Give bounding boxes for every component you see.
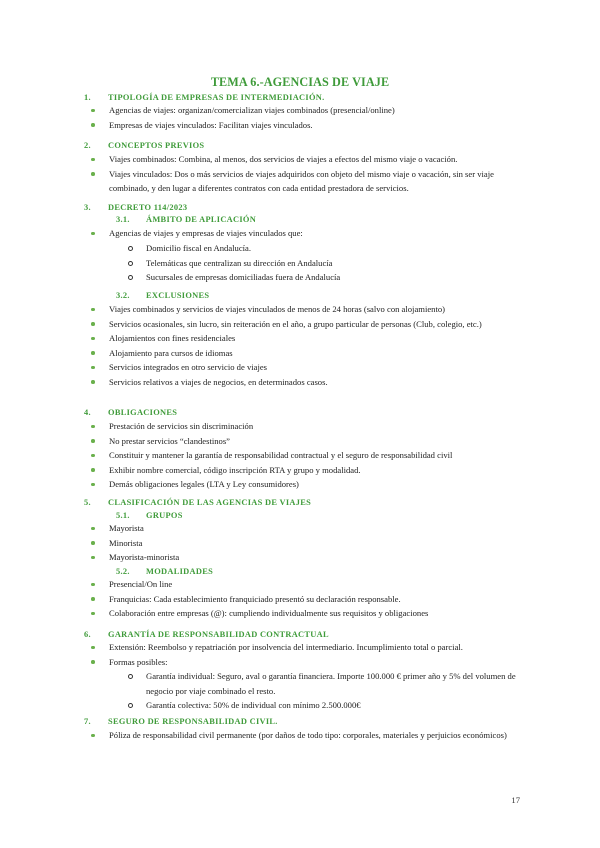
section-heading: 1. TIPOLOGÍA DE EMPRESAS DE INTERMEDIACIÓN.	[84, 93, 325, 102]
page-title: TEMA 6.-AGENCIAS DE VIAJE	[210, 75, 390, 89]
list-item: Sucursales de empresas domiciliadas fuera de Andalucía	[128, 270, 538, 285]
bullet-list	[90, 521, 530, 565]
subsection-heading: 5.1. GRUPOS	[116, 511, 183, 520]
list-item: Minorista	[90, 536, 530, 551]
list-item: No prestar servicios “clandestinos”	[90, 434, 530, 449]
list-item: Servicios integrados en otro servicio de viajes	[90, 360, 530, 375]
bullet-list	[90, 302, 530, 389]
list-item: Garantía individual: Seguro, aval o garantía financiera. Importe 100.000 € primer año y 5% del volumen de negocio por viaje combinado el resto.	[128, 669, 538, 698]
section-heading: 7. SEGURO DE RESPONSABILIDAD CIVIL.	[84, 717, 278, 726]
page-number: 17	[511, 795, 520, 805]
subsection-heading: 3.2. EXCLUSIONES	[116, 291, 210, 300]
list-item: Servicios ocasionales, sin lucro, sin reiteración en el año, a grupo particular de personas (Club, colegio, etc.)	[90, 317, 530, 332]
section-heading: 2. CONCEPTOS PREVIOS	[84, 141, 205, 150]
subsection-heading: 3.1. ÁMBITO DE APLICACIÓN	[116, 215, 257, 224]
list-item: Colaboración entre empresas (@): cumpliendo individualmente sus requisitos y obligaciones	[90, 606, 530, 621]
list-item: Empresas de viajes vinculados: Facilitan viajes vinculados.	[90, 118, 530, 133]
list-item: Póliza de responsabilidad civil permanente (por daños de todo tipo: corporales, materiales y perjuicios económicos)	[90, 728, 530, 743]
list-item: Alojamientos con fines residenciales	[90, 331, 530, 346]
sub-bullet-list	[128, 241, 538, 285]
list-item: Demás obligaciones legales (LTA y Ley consumidores)	[90, 477, 530, 492]
list-item: Formas posibles:	[90, 655, 530, 670]
list-item: Domicilio fiscal en Andalucía.	[128, 241, 538, 256]
list-item: Prestación de servicios sin discriminación	[90, 419, 530, 434]
list-item: Mayorista-minorista	[90, 550, 530, 565]
section-heading: 5. CLASIFICACIÓN DE LAS AGENCIAS DE VIAJES	[84, 498, 312, 507]
bullet-list	[90, 640, 530, 669]
list-item: Telemáticas que centralizan su dirección en Andalucía	[128, 256, 538, 271]
bullet-list	[90, 103, 530, 132]
list-item: Alojamiento para cursos de idiomas	[90, 346, 530, 361]
bullet-list	[90, 152, 530, 196]
section-heading: 6. GARANTÍA DE RESPONSABILIDAD CONTRACTUAL	[84, 630, 329, 639]
bullet-list	[90, 728, 530, 743]
list-item: Exhibir nombre comercial, código inscripción RTA y grupo y modalidad.	[90, 463, 530, 478]
list-item: Viajes vinculados: Dos o más servicios de viajes adquiridos con objeto del mismo viaje o vacación, sin ser viaje combinado, y den lugar a diferentes contratos con cada entidad prestadora de servicios.	[90, 167, 530, 196]
list-item: Presencial/On line	[90, 577, 530, 592]
section-heading: 4. OBLIGACIONES	[84, 408, 178, 417]
list-item: Servicios relativos a viajes de negocios, en determinados casos.	[90, 375, 530, 390]
subsection-heading: 5.2. MODALIDADES	[116, 567, 214, 576]
bullet-list	[90, 419, 530, 492]
sub-bullet-list	[128, 669, 538, 713]
bullet-list	[90, 577, 530, 621]
list-item: Agencias de viajes: organizan/comercializan viajes combinados (presencial/online)	[90, 103, 530, 118]
list-item: Viajes combinados: Combina, al menos, dos servicios de viajes a efectos del mismo viaje o vacación.	[90, 152, 530, 167]
list-item: Constituir y mantener la garantía de responsabilidad contractual y el seguro de responsabilidad civil	[90, 448, 530, 463]
section-heading: 3. DECRETO 114/2023	[84, 203, 188, 212]
list-item: Mayorista	[90, 521, 530, 536]
list-item: Agencias de viajes y empresas de viajes vinculados que:	[90, 226, 530, 241]
bullet-list	[90, 226, 530, 241]
list-item: Franquicias: Cada establecimiento franquiciado presentó su declaración responsable.	[90, 592, 530, 607]
list-item: Extensión: Reembolso y repatriación por insolvencia del intermediario. Incumplimiento total o parcial.	[90, 640, 530, 655]
list-item: Garantía colectiva: 50% de individual con mínimo 2.500.000€	[128, 698, 538, 713]
list-item: Viajes combinados y servicios de viajes vinculados de menos de 24 horas (salvo con alojamiento)	[90, 302, 530, 317]
